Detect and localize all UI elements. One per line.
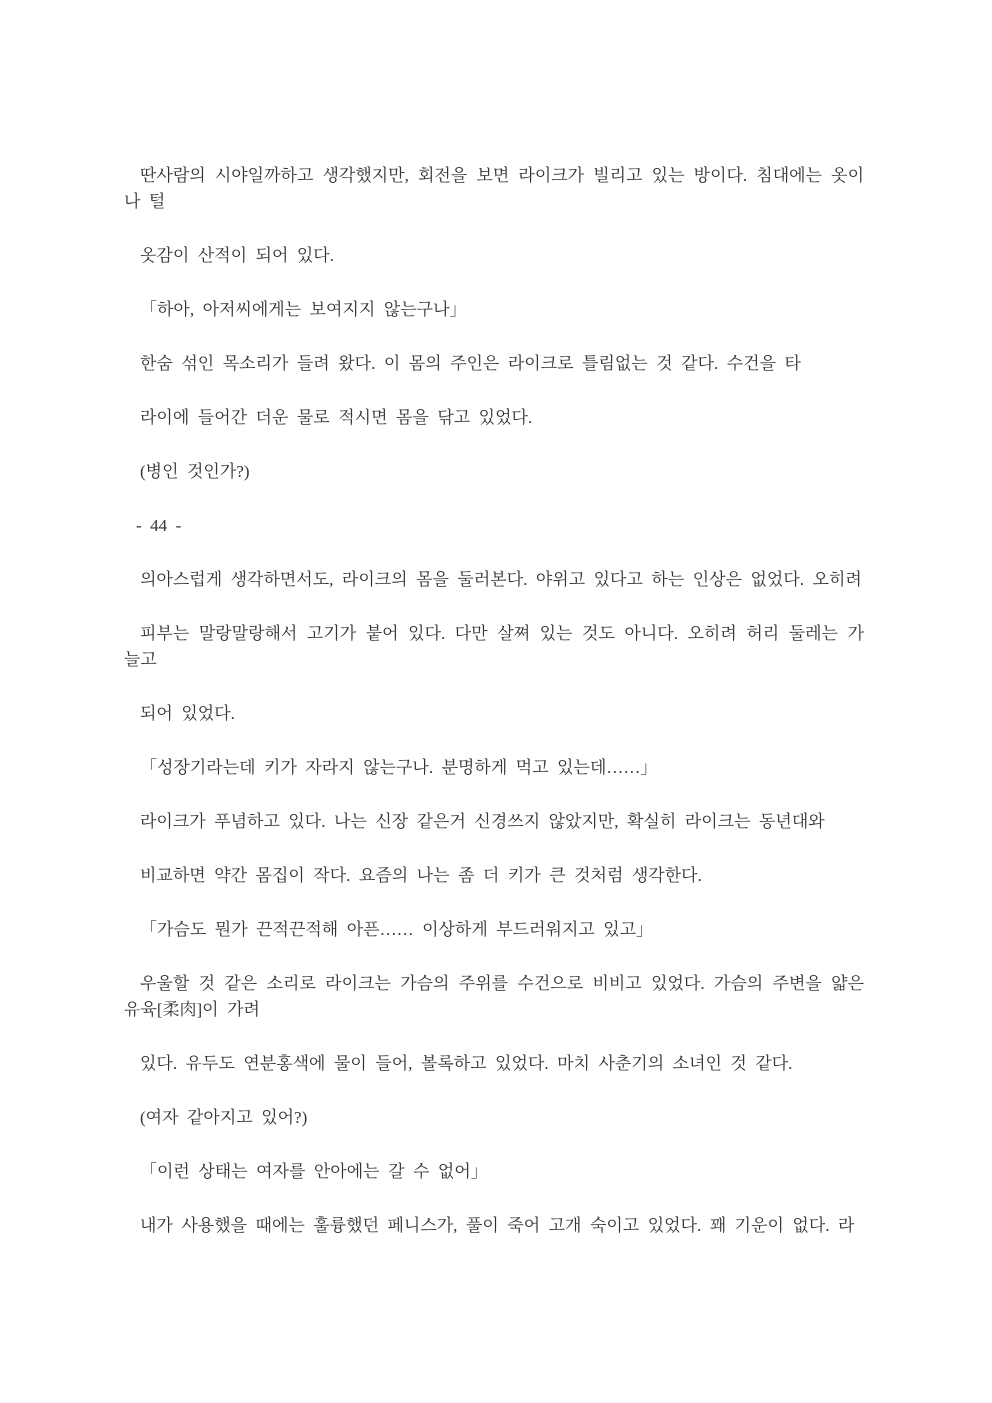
paragraph: 내가 사용했을 때에는 훌륭했던 페니스가, 풀이 죽어 고개 숙이고 있었다. 꽤 기운이 없다. 라: [140, 1216, 855, 1235]
paragraph: 피부는 말랑말랑해서 고기가 붙어 있다. 다만 살쪄 있는 것도 아니다. 오히려 허리 둘레는 가늘고: [124, 624, 864, 669]
paragraph: 한숨 섞인 목소리가 들려 왔다. 이 몸의 주인은 라이크로 틀림없는 것 같다. 수건을 타: [140, 354, 801, 373]
paragraph: 되어 있었다.: [140, 704, 235, 723]
paragraph: 「하아, 아저씨에게는 보여지지 않는구나」: [140, 300, 467, 319]
paragraph: 옷감이 산적이 되어 있다.: [140, 246, 334, 265]
paragraph: (병인 것인가?): [140, 462, 250, 481]
paragraph: (여자 같아지고 있어?): [140, 1108, 308, 1127]
paragraph: 「성장기라는데 키가 자라지 않는구나. 분명하게 먹고 있는데……」: [140, 758, 658, 777]
paragraph: 「이런 상태는 여자를 안아에는 갈 수 없어」: [140, 1162, 488, 1181]
paragraph: 라이크가 푸념하고 있다. 나는 신장 같은거 신경쓰지 않았지만, 확실히 라이크는 동년대와: [140, 812, 825, 831]
paragraph: 라이에 들어간 더운 물로 적시면 몸을 닦고 있었다.: [140, 408, 533, 427]
paragraph: 우울할 것 같은 소리로 라이크는 가슴의 주위를 수건으로 비비고 있었다. 가슴의 주변을 얇은 유육[柔肉]이 가려: [124, 974, 864, 1019]
text-body: [124, 163, 864, 1239]
paragraph: 딴사람의 시야일까하고 생각했지만, 회전을 보면 라이크가 빌리고 있는 방이다. 침대에는 옷이나 털: [124, 166, 864, 211]
paragraph: 「가슴도 뭔가 끈적끈적해 아픈…… 이상하게 부드러워지고 있고」: [140, 920, 654, 939]
paragraph: 의아스럽게 생각하면서도, 라이크의 몸을 둘러본다. 야위고 있다고 하는 인상은 없었다. 오히려: [140, 570, 862, 589]
page-number: - 44 -: [136, 516, 182, 535]
paragraph: 있다. 유두도 연분홍색에 물이 들어, 볼록하고 있었다. 마치 사춘기의 소녀인 것 같다.: [140, 1054, 793, 1073]
paragraph: 비교하면 약간 몸집이 작다. 요즘의 나는 좀 더 키가 큰 것처럼 생각한다.: [140, 866, 702, 885]
